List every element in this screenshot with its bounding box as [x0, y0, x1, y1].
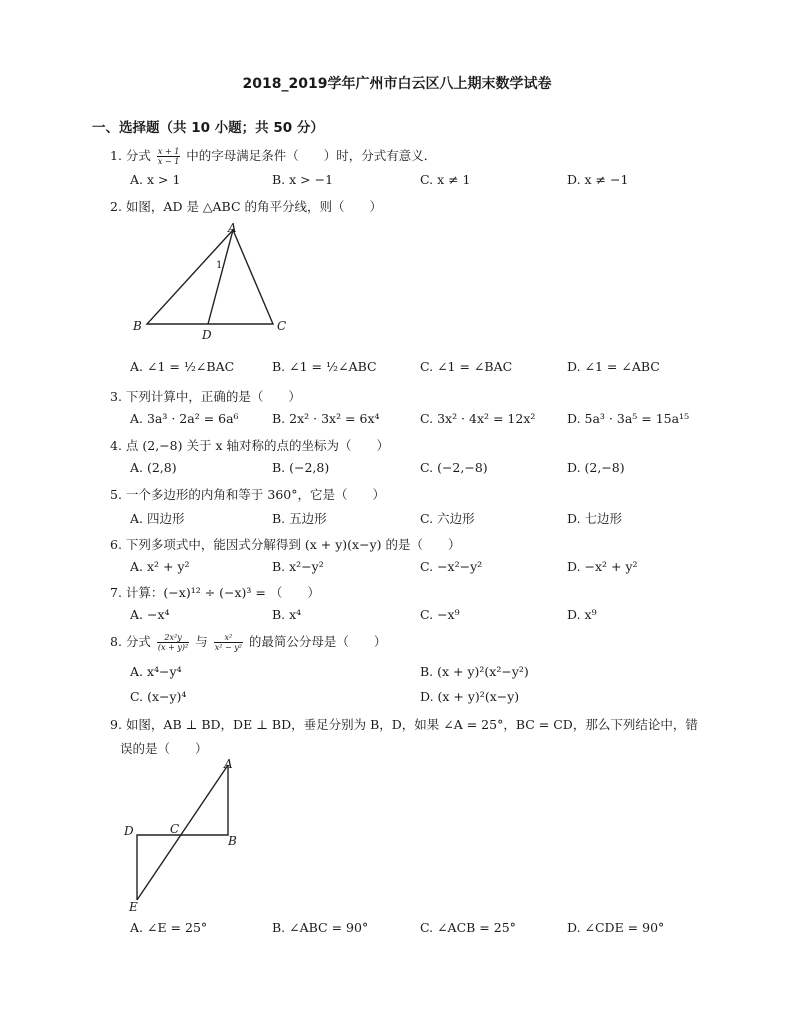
option-c[interactable]: C. x ≠ 1 [420, 172, 471, 187]
question-number: 7. [110, 585, 122, 600]
section-heading: 一、选择题（共 10 小题；共 50 分） [92, 120, 324, 136]
question-6 [110, 535, 461, 553]
label-c: C [277, 319, 287, 333]
option-b[interactable]: B. ∠ABC = 90° [272, 920, 369, 935]
question-stem: 如图，AD 是 △ABC 的角平分线，则（ ） [125, 199, 383, 214]
label-e: E [129, 900, 138, 914]
option-a[interactable]: A. (2,8) [130, 460, 177, 475]
question-number: 4. [110, 438, 122, 453]
label-d: D [202, 328, 212, 342]
option-c[interactable]: C. ∠ACB = 25° [420, 920, 516, 935]
question-stem-pre: 分式 [125, 634, 151, 649]
option-a[interactable]: A. −x⁴ [130, 607, 170, 622]
label-c: C [170, 822, 180, 836]
option-c[interactable]: C. −x²−y² [420, 559, 483, 574]
question-stem: 一个多边形的内角和等于 360°，它是（ ） [125, 487, 386, 502]
fraction-numerator: x + 1 [157, 147, 180, 156]
option-b[interactable]: B. 2x² · 3x² = 6x⁴ [272, 411, 380, 426]
question-9-line2: 误的是（ ） [120, 741, 208, 756]
option-b[interactable]: B. x⁴ [272, 607, 302, 622]
triangle-figure [125, 218, 295, 348]
option-a[interactable]: A. x > 1 [130, 172, 181, 187]
question-8 [110, 632, 386, 652]
option-c[interactable]: C. (x−y)⁴ [130, 689, 187, 704]
question-stem-post: 的最简公分母是（ ） [248, 634, 387, 649]
option-b[interactable]: B. x²−y² [272, 559, 324, 574]
option-b[interactable]: B. ∠1 = ½∠ABC [272, 359, 377, 374]
option-d[interactable]: D. ∠CDE = 90° [567, 920, 665, 935]
option-a[interactable]: A. ∠E = 25° [130, 920, 208, 935]
option-c[interactable]: C. −x⁹ [420, 607, 460, 622]
question-7 [110, 583, 320, 601]
label-b: B [133, 319, 142, 333]
line-ae [137, 765, 228, 900]
question-stem-line1: 如图，AB ⊥ BD，DE ⊥ BD，垂足分别为 B，D，如果 ∠A = 25°，BC = CD，那么下列结论中，错 [125, 717, 698, 732]
fraction [157, 147, 180, 166]
option-c[interactable]: C. 3x² · 4x² = 12x² [420, 411, 536, 426]
fraction-denominator: x − 1 [157, 157, 180, 166]
question-stem-pre: 分式 [125, 148, 151, 163]
question-stem-mid: 与 [195, 634, 208, 649]
question-stem: 下列多项式中，能因式分解得到 (x + y)(x−y) 的是（ ） [125, 537, 461, 552]
question-4 [110, 436, 389, 454]
question-stem: 点 (2,−8) 关于 x 轴对称的点的坐标为（ ） [125, 438, 389, 453]
option-d[interactable]: D. x ≠ −1 [567, 172, 629, 187]
option-d[interactable]: D. (2,−8) [567, 460, 625, 475]
question-number: 8. [110, 634, 122, 649]
label-b: B [228, 834, 237, 848]
question-number: 1. [110, 148, 122, 163]
fraction-1 [157, 633, 189, 652]
option-d[interactable]: D. ∠1 = ∠ABC [567, 359, 660, 374]
option-d[interactable]: D. −x² + y² [567, 559, 638, 574]
perpendicular-figure [118, 755, 248, 915]
question-1 [110, 146, 436, 166]
option-a[interactable]: A. 四边形 [130, 511, 185, 526]
fraction-denominator: (x + y)² [157, 643, 189, 652]
label-a: A [224, 757, 233, 771]
option-d[interactable]: D. 5a³ · 3a⁵ = 15a¹⁵ [567, 411, 690, 426]
label-a: A [228, 221, 237, 235]
option-a[interactable]: A. 3a³ · 2a² = 6a⁶ [130, 411, 239, 426]
option-b[interactable]: B. x > −1 [272, 172, 334, 187]
question-number: 6. [110, 537, 122, 552]
page-title: 2018_2019学年广州市白云区八上期末数学试卷 [242, 76, 552, 92]
question-number: 9. [110, 717, 122, 732]
option-a[interactable]: A. x⁴−y⁴ [130, 664, 182, 679]
fraction-2 [214, 633, 243, 652]
question-number: 5. [110, 487, 122, 502]
option-b[interactable]: B. (−2,8) [272, 460, 330, 475]
option-c[interactable]: C. 六边形 [420, 511, 475, 526]
option-d[interactable]: D. x⁹ [567, 607, 597, 622]
option-b[interactable]: B. 五边形 [272, 511, 327, 526]
option-d[interactable]: D. (x + y)²(x−y) [420, 689, 520, 704]
label-angle-1: 1 [216, 260, 223, 271]
question-stem: 下列计算中，正确的是（ ） [125, 389, 301, 404]
fraction-denominator: x² − y² [214, 643, 242, 652]
fraction-numerator: 2x²y [157, 633, 189, 643]
option-b[interactable]: B. (x + y)²(x²−y²) [420, 664, 529, 679]
question-number: 2. [110, 199, 122, 214]
question-5 [110, 485, 385, 503]
question-stem-post: 中的字母满足条件（ ）时，分式有意义． [186, 148, 437, 163]
question-number: 3. [110, 389, 122, 404]
option-c[interactable]: C. (−2,−8) [420, 460, 488, 475]
fraction-numerator: x² [214, 633, 243, 643]
label-d: D [124, 824, 134, 838]
option-a[interactable]: A. x² + y² [130, 559, 190, 574]
question-stem: 计算：(−x)¹² ÷ (−x)³ = （ ） [125, 585, 320, 600]
question-2 [110, 197, 382, 215]
question-3 [110, 387, 301, 405]
triangle-abc [147, 230, 273, 324]
option-a[interactable]: A. ∠1 = ½∠BAC [130, 359, 235, 374]
option-c[interactable]: C. ∠1 = ∠BAC [420, 359, 513, 374]
question-9 [110, 715, 698, 733]
option-d[interactable]: D. 七边形 [567, 511, 623, 526]
